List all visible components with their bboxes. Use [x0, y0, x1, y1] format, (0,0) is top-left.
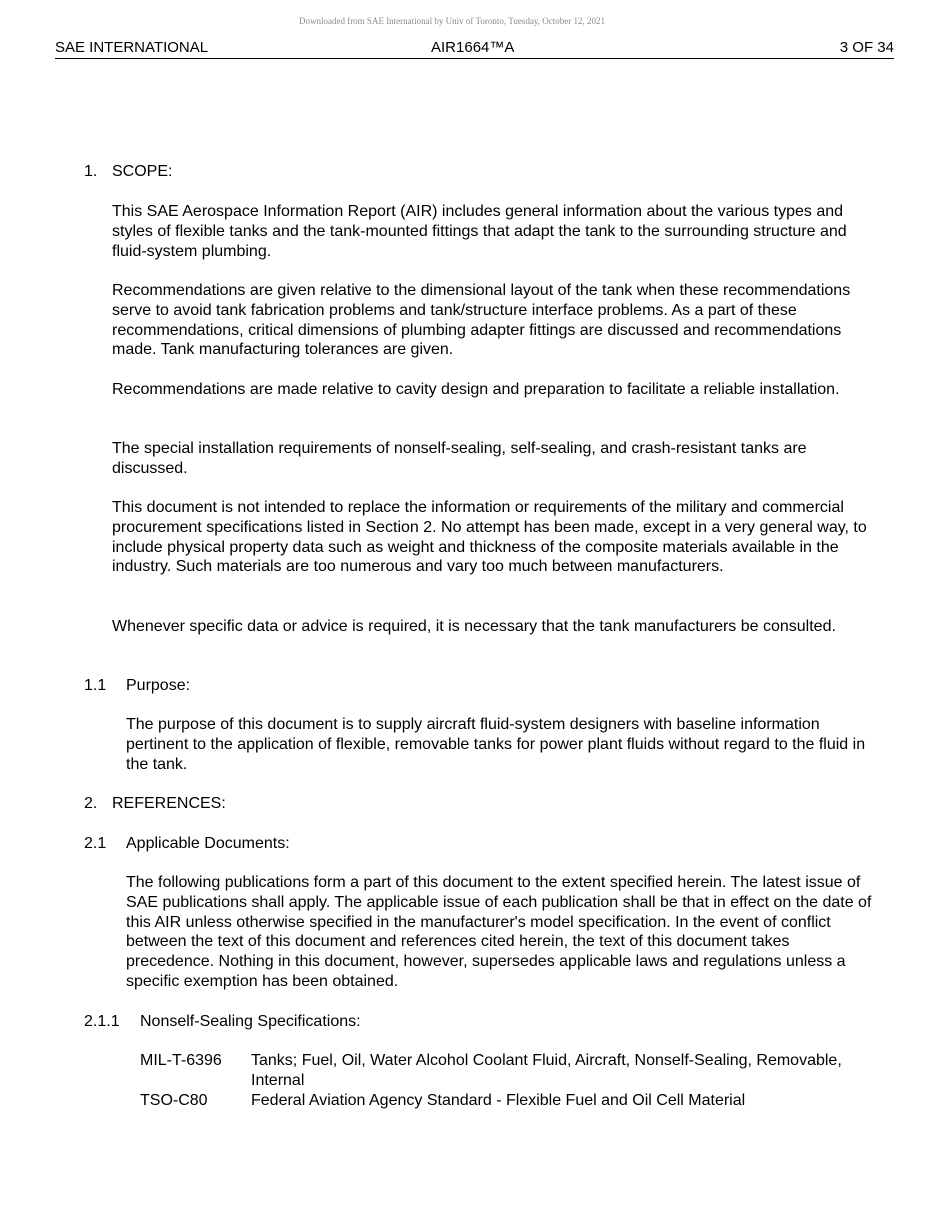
scope-paragraph: Recommendations are given relative to the dimensional layout of the tank when these recommendations serve to avoid tank fabrication problems and tank/structure interface problems. As a part of these recommendations, critical dimensions of plumbing adapter fittings are discussed and recommendations made. Tank manufacturing tolerances are given.	[112, 282, 851, 359]
section-title: REFERENCES:	[112, 795, 226, 812]
page-header	[55, 38, 894, 59]
download-note: Downloaded from SAE International by Univ of Toronto, Tuesday, October 12, 2021	[298, 16, 606, 26]
section-title: Applicable Documents:	[126, 835, 290, 852]
scope-paragraph: This document is not intended to replace the information or requirements of the military and commercial procurement specifications listed in Section 2. No attempt has been made, except in a very general way, to include physical property data such as weight and thickness of the composite materials available in the industry. Such materials are too numerous and vary too much between manufacturers.	[112, 499, 867, 576]
section-number: 1.1	[84, 677, 107, 694]
spec-code: TSO-C80	[140, 1092, 208, 1109]
scope-paragraph: The special installation requirements of nonself-sealing, self-sealing, and crash-resistant tanks are discussed.	[112, 440, 807, 477]
header-page-number: 3 OF 34	[839, 39, 894, 56]
scope-paragraph: Recommendations are made relative to cavity design and preparation to facilitate a reliable installation.	[112, 381, 840, 398]
purpose-paragraph: The purpose of this document is to supply aircraft fluid-system designers with baseline information pertinent to the application of flexible, removable tanks for power plant fluids without regard to the fluid in the tank.	[126, 716, 866, 773]
section-number: 1.	[84, 163, 98, 180]
scope-paragraph: Whenever specific data or advice is required, it is necessary that the tank manufacturers be consulted.	[112, 618, 836, 635]
section-number: 2.1.1	[84, 1013, 120, 1030]
section-title: SCOPE:	[112, 163, 173, 180]
section-title: Purpose:	[126, 677, 191, 694]
spec-code: MIL-T-6396	[140, 1052, 222, 1069]
spec-description: Tanks; Fuel, Oil, Water Alcohol Coolant Fluid, Aircraft, Nonself-Sealing, Removable, Internal	[251, 1052, 842, 1089]
header-document-number: AIR1664™A	[431, 39, 515, 56]
spec-description: Federal Aviation Agency Standard - Flexible Fuel and Oil Cell Material	[251, 1092, 746, 1109]
scope-paragraph: This SAE Aerospace Information Report (AIR) includes general information about the various types and styles of flexible tanks and the tank-mounted fittings that adapt the tank to the surrounding structure and fluid-system plumbing.	[112, 203, 847, 260]
header-organization: SAE INTERNATIONAL	[55, 39, 209, 56]
section-title: Nonself-Sealing Specifications:	[140, 1013, 361, 1030]
section-number: 2.1	[84, 835, 107, 852]
section-number: 2.	[84, 795, 98, 812]
applicable-documents-paragraph: The following publications form a part of this document to the extent specified herein. The latest issue of SAE publications shall apply. The applicable issue of each publication shall be that in effect on the date of this AIR unless otherwise specified in the manufacturer's model specification. In the event of conflict between the text of this document and references cited herein, the text of this document takes precedence. Nothing in this document, however, supersedes applicable laws and regulations unless a specific exemption has been obtained.	[126, 874, 872, 990]
